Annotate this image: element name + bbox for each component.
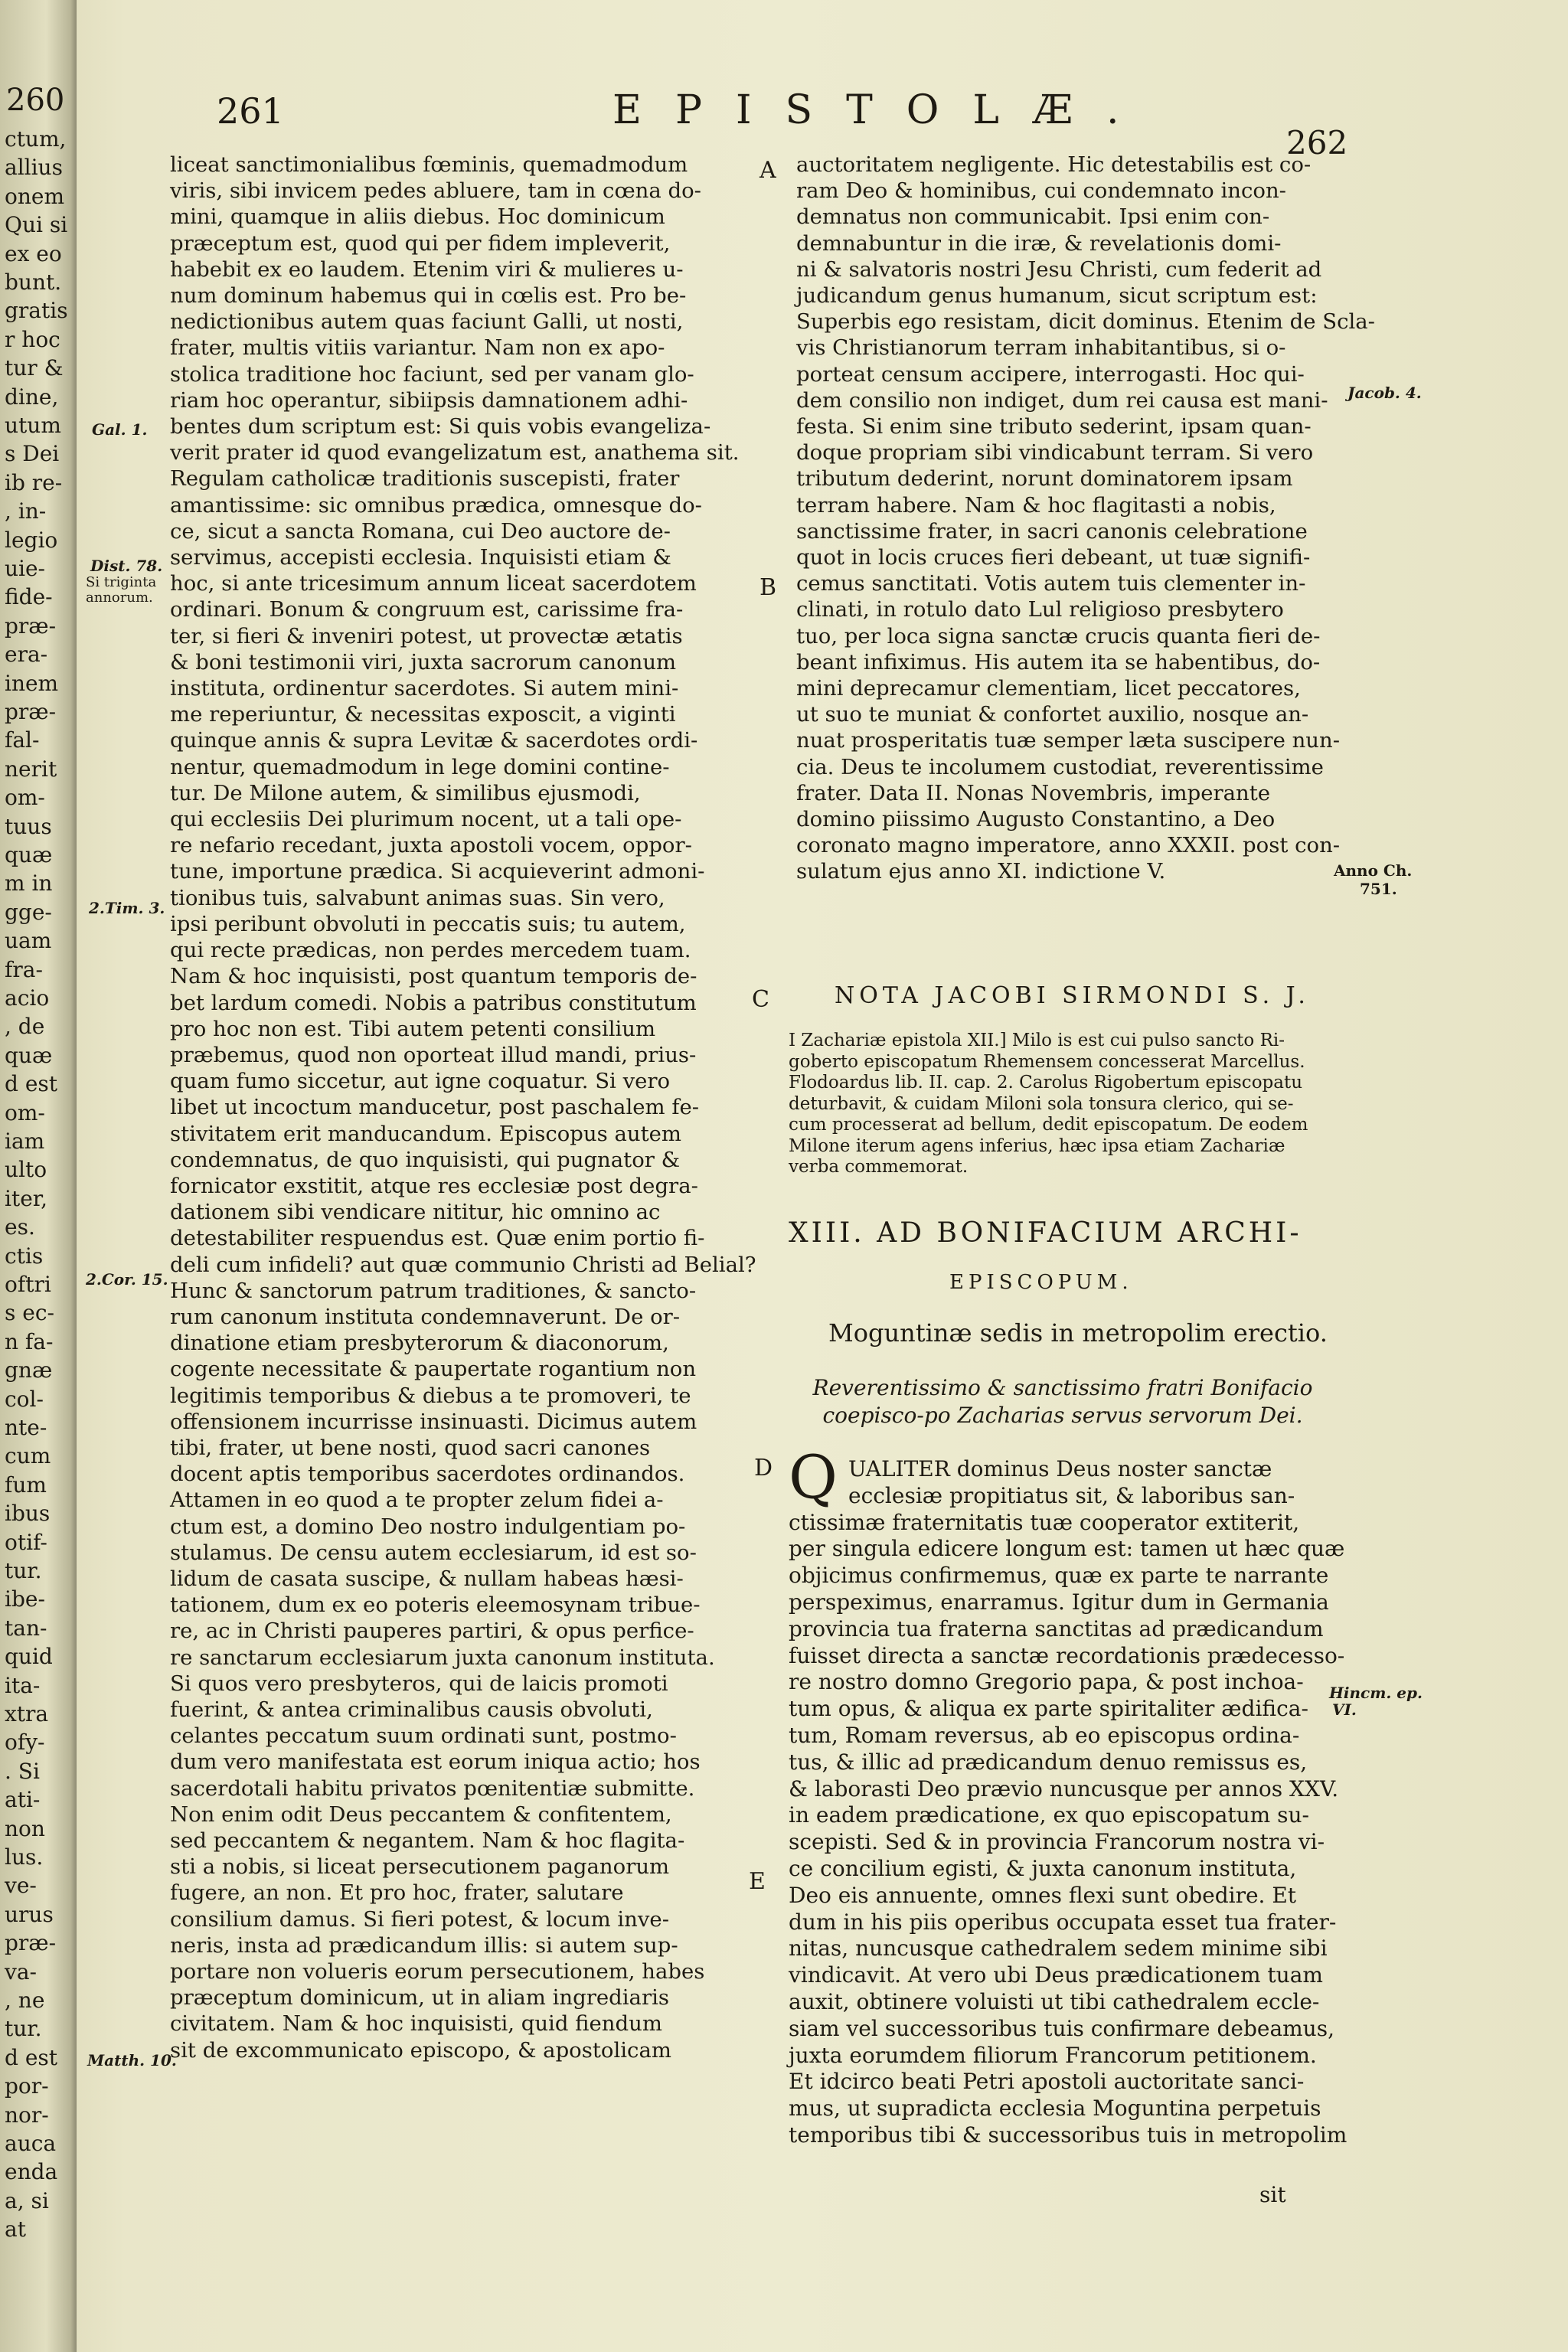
letter-line: tum, Romam reversus, ab eo episcopus ordina- bbox=[789, 1722, 1300, 1748]
text-line: stolica traditione hoc faciunt, sed per vanam glo- bbox=[170, 361, 694, 387]
previous-page-fragment: ib re- bbox=[5, 469, 63, 495]
text-line: offensionem incurrisse insinuasti. Dicimus autem bbox=[170, 1409, 697, 1434]
letter-line: dum in his piis operibus occupata esset tua frater- bbox=[789, 1909, 1337, 1935]
text-line: vis Christianorum terram inhabitantibus, si o- bbox=[796, 335, 1286, 361]
text-line: domino piissimo Augusto Constantino, a Deo bbox=[796, 807, 1276, 832]
letter-line: auxit, obtinere voluisti ut tibi cathedralem eccle- bbox=[789, 1988, 1320, 2014]
letter-line: objicimus confirmemus, quæ ex parte te narrante bbox=[789, 1563, 1329, 1589]
margin-note-jacob: Jacob. 4. bbox=[1348, 384, 1422, 402]
previous-page-fragment: uie- bbox=[5, 556, 46, 581]
catchword: sit bbox=[1259, 2182, 1286, 2207]
text-line: Non enim odit Deus peccantem & confitentem, bbox=[170, 1802, 672, 1827]
text-line: clinati, in rotulo dato Lul religioso presbytero bbox=[796, 597, 1284, 622]
text-line: amantissime: sic omnibus prædica, omnesque do- bbox=[170, 492, 702, 518]
letter-line: per singula edicere longum est: tamen ut hæc quæ bbox=[789, 1536, 1345, 1562]
previous-page-fragment: onem bbox=[5, 183, 65, 209]
drop-cap: Q bbox=[789, 1443, 838, 1512]
text-line: stulamus. De censu autem ecclesiarum, id est so- bbox=[170, 1540, 697, 1565]
text-line: qui recte prædicas, non perdes mercedem tuam. bbox=[170, 938, 691, 963]
previous-page-fragment: fra- bbox=[5, 956, 43, 982]
text-line: detestabiliter respuendus est. Quæ enim portio fi- bbox=[170, 1226, 705, 1251]
text-line: terram habere. Nam & hoc flagitasti a nobis, bbox=[796, 492, 1276, 518]
chapter-description: Moguntinæ sedis in metropolim erectio. bbox=[828, 1318, 1328, 1348]
chapter-subtitle: EPISCOPUM. bbox=[949, 1271, 1133, 1294]
margin-note-gal: Gal. 1. bbox=[92, 420, 148, 439]
note-line: Milone iterum agens inferius, hæc ipsa etiam Zachariæ bbox=[789, 1135, 1285, 1156]
previous-page-fragment: acio bbox=[5, 985, 50, 1011]
text-line: mini, quamque in aliis diebus. Hoc dominicum bbox=[170, 204, 665, 230]
previous-page-fragment: præ- bbox=[5, 699, 57, 724]
margin-note-cor: 2.Cor. 15. bbox=[86, 1270, 168, 1289]
note-line: deturbavit, & cuidam Miloni sola tonsura clerico, qui se- bbox=[789, 1093, 1294, 1114]
previous-page-fragment: ex eo bbox=[5, 240, 62, 266]
section-letter-d: D bbox=[754, 1455, 773, 1481]
text-line: sacerdotali habitu privatos pœnitentiæ submitte. bbox=[170, 1775, 695, 1801]
previous-page-fragment: bunt. bbox=[5, 270, 62, 295]
previous-page-fragment: gnæ bbox=[5, 1357, 53, 1383]
text-line: demnabuntur in die iræ, & revelationis domi- bbox=[796, 230, 1282, 256]
previous-page-fragment: tur. bbox=[5, 2016, 42, 2042]
text-line: cia. Deus te incolumem custodiat, reverentissime bbox=[796, 754, 1324, 779]
previous-page-fragment: col- bbox=[5, 1386, 44, 1412]
margin-note-tim: 2.Tim. 3. bbox=[89, 899, 165, 917]
previous-page-fragment: ve- bbox=[5, 1873, 37, 1899]
text-line: cogente necessitate & paupertate rogantium non bbox=[170, 1357, 697, 1382]
text-line: Si quos vero presbyteros, qui de laicis promoti bbox=[170, 1671, 668, 1696]
letter-line: re nostro domno Gregorio papa, & post inchoa- bbox=[789, 1669, 1304, 1695]
letter-line: vindicavit. At vero ubi Deus prædicationem tuam bbox=[789, 1962, 1323, 1988]
margin-note-hincm-2: VI. bbox=[1332, 1700, 1357, 1719]
text-line: tur. De Milone autem, & similibus ejusmodi, bbox=[170, 780, 641, 805]
text-line: demnatus non communicabit. Ipsi enim con- bbox=[796, 204, 1270, 230]
text-line: ordinari. Bonum & congruum est, carissime fra- bbox=[170, 597, 684, 622]
text-line: instituta, ordinentur sacerdotes. Si autem mini- bbox=[170, 676, 679, 701]
previous-page-fragment: , ne bbox=[5, 1988, 45, 2013]
text-line: & boni testimonii viri, juxta sacrorum canonum bbox=[170, 649, 677, 675]
text-line: porteat censum accipere, interrogasti. Hoc qui- bbox=[796, 361, 1305, 387]
previous-page-fragment: præ- bbox=[5, 1930, 57, 1956]
running-title: EPISTOLÆ. bbox=[612, 87, 1153, 133]
previous-page-fragment: præ- bbox=[5, 612, 57, 639]
chapter-title: XIII. AD BONIFACIUM ARCHI- bbox=[789, 1217, 1302, 1249]
chapter-address: Reverentissimo & sanctissimo fratri Bonifacio coepisco-po Zacharias servus servorum Dei. bbox=[812, 1375, 1313, 1428]
margin-note-dist-2: Si triginta bbox=[86, 574, 157, 590]
text-line: lidum de casata suscipe, & nullam habeas hæsi- bbox=[170, 1566, 684, 1591]
letter-line: tus, & illic ad prædicandum denuo remissus es, bbox=[789, 1749, 1308, 1775]
page-header bbox=[0, 87, 1568, 162]
previous-page-fragment: quæ bbox=[5, 842, 53, 867]
text-line: re nefario recedant, juxta apostoli vocem, oppor- bbox=[170, 833, 692, 858]
previous-page-fragment: cum bbox=[5, 1443, 51, 1469]
text-line: viris, sibi invicem pedes abluere, tam in cœna do- bbox=[170, 178, 701, 204]
letter-line: siam vel successoribus tuis confirmare debeamus, bbox=[789, 2015, 1334, 2041]
text-line: ni & salvatoris nostri Jesu Christi, cum federit ad bbox=[796, 256, 1322, 282]
text-line: nentur, quemadmodum in lege domini contine- bbox=[170, 754, 670, 779]
previous-page-fragment: auca bbox=[5, 2131, 57, 2156]
text-line: frater. Data II. Nonas Novembris, imperante bbox=[796, 780, 1271, 805]
text-line: quam fumo siccetur, aut igne coquatur. Si vero bbox=[170, 1069, 671, 1094]
text-line: Regulam catholicæ traditionis suscepisti, frater bbox=[170, 466, 680, 492]
previous-page-fragment: por- bbox=[5, 2073, 49, 2099]
section-letter-b: B bbox=[760, 574, 777, 601]
previous-page-fragment: a, si bbox=[5, 2187, 49, 2213]
previous-page-fragment: tur & bbox=[5, 355, 64, 381]
text-line: Nam & hoc inquisisti, post quantum temporis de- bbox=[170, 964, 697, 989]
text-line: auctoritatem negligente. Hic detestabilis est co- bbox=[796, 152, 1312, 177]
previous-page-fragment: , de bbox=[5, 1014, 45, 1040]
text-line: pro hoc non est. Tibi autem petenti consilium bbox=[170, 1016, 656, 1041]
previous-page-fragment: nerit bbox=[5, 756, 57, 782]
text-line: præbemus, quod non oporteat illud mandi, prius- bbox=[170, 1042, 697, 1067]
text-line: nedictionibus autem quas faciunt Galli, ut nosti, bbox=[170, 309, 684, 335]
previous-page-fragment: uam bbox=[5, 928, 52, 954]
section-letter-a: A bbox=[760, 157, 776, 184]
text-line: bentes dum scriptum est: Si quis vobis evangeliza- bbox=[170, 414, 711, 439]
text-line: quinque annis & supra Levitæ & sacerdotes ordi- bbox=[170, 728, 698, 753]
text-line: libet ut incoctum manducetur, post paschalem fe- bbox=[170, 1095, 700, 1120]
text-line: legitimis temporibus & diebus a te promoveri, te bbox=[170, 1383, 691, 1408]
letter-line: mus, ut supradicta ecclesia Moguntina perpetuis bbox=[789, 2096, 1321, 2122]
previous-page-fragment: non bbox=[5, 1815, 45, 1841]
previous-page-fragment: d est bbox=[5, 1071, 58, 1097]
previous-page-fragment: s ec- bbox=[5, 1300, 54, 1326]
text-line: liceat sanctimonialibus fœminis, quemadmodum bbox=[170, 152, 688, 177]
text-line: fugere, an non. Et pro hoc, frater, salutare bbox=[170, 1880, 624, 1906]
text-line: re, ac in Christi pauperes partiri, & opus perfice- bbox=[170, 1619, 694, 1644]
previous-page-fragment: gge- bbox=[5, 899, 52, 925]
text-line: ipsi peribunt obvoluti in peccatis suis; tu autem, bbox=[170, 911, 686, 936]
note-line: Flodoardus lib. II. cap. 2. Carolus Rigobertum episcopatu bbox=[789, 1073, 1303, 1093]
text-line: tationem, dum ex eo poteris eleemosynam tribue- bbox=[170, 1592, 701, 1618]
text-line: dum vero manifestata est eorum iniqua actio; hos bbox=[170, 1749, 701, 1775]
previous-page-fragment: . Si bbox=[5, 1758, 40, 1784]
previous-page-fragment: es. bbox=[5, 1214, 35, 1240]
text-line: docent aptis temporibus sacerdotes ordinandos. bbox=[170, 1462, 685, 1487]
text-line: præceptum dominicum, ut in aliam ingrediaris bbox=[170, 1985, 669, 2011]
text-line: tibi, frater, ut bene nosti, quod sacri canones bbox=[170, 1435, 651, 1460]
text-line: rum canonum instituta condemnaverunt. De or- bbox=[170, 1304, 681, 1329]
text-line: ctum est, a domino Deo nostro indulgentiam po- bbox=[170, 1514, 686, 1539]
previous-page-fragment: Qui si bbox=[5, 212, 68, 238]
margin-note-anno: Anno Ch. bbox=[1334, 861, 1413, 880]
letter-line: juxta eorumdem filiorum Francorum petitionem. bbox=[789, 2042, 1317, 2068]
previous-page-fragment: ulto bbox=[5, 1157, 47, 1183]
previous-page-fragment: at bbox=[5, 2216, 26, 2243]
text-line: doque propriam sibi vindicabunt terram. Si vero bbox=[796, 440, 1314, 466]
text-line: num dominum habemus qui in cœlis est. Pro be- bbox=[170, 283, 687, 309]
text-line: civitatem. Nam & hoc inquisisti, quid fiendum bbox=[170, 2011, 662, 2037]
letter-line: perspeximus, enarramus. Igitur dum in Germania bbox=[789, 1589, 1329, 1615]
previous-page-fragment: ctum, bbox=[5, 126, 67, 152]
text-line: Hunc & sanctorum patrum traditiones, & sancto- bbox=[170, 1278, 697, 1303]
letter-line: & laborasti Deo prævio nuncusque per annos XXV. bbox=[789, 1775, 1339, 1802]
text-line: Attamen in eo quod a te propter zelum fidei a- bbox=[170, 1488, 664, 1513]
previous-page-fragment: ibus bbox=[5, 1501, 51, 1527]
previous-page-fragment: nor- bbox=[5, 2102, 49, 2128]
text-line: re sanctarum ecclesiarum juxta canonum instituta. bbox=[170, 1645, 715, 1670]
previous-page-fragment: oftri bbox=[5, 1272, 51, 1297]
text-line: celantes peccatum suum ordinati sunt, postmo- bbox=[170, 1723, 677, 1749]
note-line: cum processerat ad bellum, dedit episcopatum. De eodem bbox=[789, 1115, 1308, 1135]
letter-line: ecclesiæ propitiatus sit, & laboribus san- bbox=[848, 1482, 1295, 1508]
text-line: stivitatem erit manducandum. Episcopus autem bbox=[170, 1121, 681, 1146]
note-line: verba commemorat. bbox=[789, 1157, 969, 1177]
text-line: fuerint, & antea criminalibus causis obvoluti, bbox=[170, 1697, 653, 1722]
previous-page-fragment: quæ bbox=[5, 1042, 53, 1068]
previous-page-fragment: lus. bbox=[5, 1844, 44, 1870]
text-line: mini deprecamur clementiam, licet peccatores, bbox=[796, 676, 1301, 701]
letter-line: UALITER dominus Deus noster sanctæ bbox=[848, 1456, 1272, 1481]
previous-page-fragment: ofy- bbox=[5, 1730, 45, 1756]
text-line: ter, si fieri & inveniri potest, ut provectæ ætatis bbox=[170, 623, 683, 648]
text-line: tune, importune prædica. Si acquieverint admoni- bbox=[170, 859, 705, 884]
letter-line: temporibus tibi & successoribus tuis in metropolim bbox=[789, 2122, 1348, 2148]
margin-note-matth: Matth. 10. bbox=[87, 2051, 177, 2069]
text-line: neris, insta ad prædicandum illis: si autem sup- bbox=[170, 1932, 678, 1958]
text-line: portare non volueris eorum persecutionem, habes bbox=[170, 1959, 705, 1984]
previous-page-fragment: dine, bbox=[5, 384, 59, 410]
text-line: verit prater id quod evangelizatum est, anathema sit. bbox=[170, 440, 740, 466]
margin-note-dist: Dist. 78. bbox=[90, 557, 163, 575]
text-line: præceptum est, quod qui per fidem impleverit, bbox=[170, 230, 671, 256]
letter-line: tum opus, & aliqua ex parte spiritaliter ædifica- bbox=[789, 1696, 1308, 1722]
previous-page-fragment: tan- bbox=[5, 1615, 47, 1641]
note-text bbox=[789, 1031, 1340, 1178]
text-line: festa. Si enim sine tributo sederint, ipsam quan- bbox=[796, 414, 1312, 439]
text-line: servimus, accepisti ecclesia. Inquisisti etiam & bbox=[170, 545, 671, 570]
previous-page-fragment: allius bbox=[5, 155, 63, 181]
letter-line: scepisti. Sed & in provincia Francorum nostra vi- bbox=[789, 1829, 1325, 1855]
text-line: qui ecclesiis Dei plurimum nocent, ut a tali ope- bbox=[170, 807, 682, 832]
previous-page-edge bbox=[0, 0, 77, 2352]
previous-page-fragment: va- bbox=[5, 1958, 37, 1984]
previous-page-fragment: ctis bbox=[5, 1243, 44, 1269]
text-line: cemus sanctitati. Votis autem tuis clementer in- bbox=[796, 571, 1306, 596]
previous-page-fragment: om- bbox=[5, 785, 45, 811]
section-letter-e: E bbox=[749, 1868, 766, 1895]
previous-page-fragment: urus bbox=[5, 1901, 54, 1927]
left-page-number: 261 bbox=[217, 90, 284, 132]
previous-page-fragment: om- bbox=[5, 1099, 45, 1125]
text-line: consilium damus. Si fieri potest, & locum inve- bbox=[170, 1906, 669, 1932]
text-line: Superbis ego resistam, dicit dominus. Etenim de Scla- bbox=[796, 309, 1375, 335]
text-line: dinatione etiam presbyterorum & diaconorum, bbox=[170, 1331, 669, 1356]
previous-page-fragment: xtra bbox=[5, 1701, 49, 1726]
text-line: ram Deo & hominibus, cui condemnato incon- bbox=[796, 178, 1286, 204]
text-line: dem consilio non indiget, dum rei causa est mani- bbox=[796, 387, 1328, 413]
margin-note-dist-3: annorum. bbox=[86, 590, 153, 606]
text-line: tionibus tuis, salvabunt animas suas. Sin vero, bbox=[170, 885, 665, 910]
letter-line: fuisset directa a sanctæ recordationis prædecesso- bbox=[789, 1642, 1345, 1668]
margin-note-hincm: Hincm. ep. bbox=[1329, 1684, 1423, 1702]
previous-page-fragment: r hoc bbox=[5, 326, 60, 352]
previous-page-fragment: utum bbox=[5, 413, 61, 438]
text-line: sanctissime frater, in sacri canonis celebratione bbox=[796, 518, 1308, 544]
text-line: nuat prosperitatis tuæ semper læta suscipere nun- bbox=[796, 728, 1341, 753]
letter-line: Deo eis annuente, omnes flexi sunt obedire. Et bbox=[789, 1882, 1297, 1908]
previous-page-fragment: ita- bbox=[5, 1672, 41, 1698]
previous-page-fragment: fal- bbox=[5, 727, 40, 753]
previous-page-fragment: ibe- bbox=[5, 1586, 45, 1612]
note-heading: NOTA JACOBI SIRMONDI S. J. bbox=[835, 982, 1310, 1009]
previous-page-fragment: enda bbox=[5, 2159, 58, 2185]
left-column-text bbox=[170, 152, 756, 2063]
text-line: coronato magno imperatore, anno XXXII. post con- bbox=[796, 833, 1341, 858]
letter-line: ce concilium egisti, & juxta canonum instituta, bbox=[789, 1855, 1297, 1881]
text-line: condemnatus, de quo inquisisti, qui pugnator & bbox=[170, 1147, 681, 1172]
letter-line: in eadem prædicatione, ex quo episcopatum su- bbox=[789, 1802, 1309, 1828]
previous-page-fragment: ati- bbox=[5, 1787, 41, 1813]
text-line: sit de excommunicato episcopo, & apostolicam bbox=[170, 2037, 671, 2063]
letter-line: nitas, nuncusque cathedralem sedem minime sibi bbox=[789, 1936, 1328, 1962]
letter-line: provincia tua fraterna sanctitas ad prædicandum bbox=[789, 1615, 1324, 1642]
previous-page-fragment: tur. bbox=[5, 1558, 42, 1583]
previous-page-fragment: quid bbox=[5, 1644, 53, 1670]
previous-page-fragment: d est bbox=[5, 2044, 58, 2070]
text-line: bet lardum comedi. Nobis a patribus constitutum bbox=[170, 990, 697, 1015]
note-line: goberto episcopatum Rhemensem concesserat Marcellus. bbox=[789, 1051, 1305, 1072]
previous-page-fragment: , in- bbox=[5, 498, 47, 524]
text-line: sulatum ejus anno XI. indictione V. bbox=[796, 859, 1166, 884]
previous-page-fragment: n fa- bbox=[5, 1328, 54, 1354]
text-line: sed peccantem & negantem. Nam & hoc flagita- bbox=[170, 1828, 685, 1853]
previous-page-fragment: gratis bbox=[5, 298, 68, 324]
text-line: deli cum infideli? aut quæ communio Christi ad Belial? bbox=[170, 1252, 756, 1277]
note-line: I Zachariæ epistola XII.] Milo is est cui pulso sancto Ri- bbox=[789, 1031, 1285, 1050]
text-line: quot in locis cruces fieri debeant, ut tuæ signifi- bbox=[796, 545, 1311, 570]
text-line: ut suo te muniat & confortet auxilio, nosque an- bbox=[796, 702, 1309, 727]
text-line: frater, multis vitiis variantur. Nam non ex apo- bbox=[170, 335, 665, 361]
text-line: fornicator exstitit, atque res ecclesiæ post degra- bbox=[170, 1173, 698, 1198]
previous-page-fragment: otif- bbox=[5, 1529, 47, 1555]
text-line: riam hoc operantur, sibiipsis damnationem adhi- bbox=[170, 387, 688, 413]
previous-page-fragment: m in bbox=[5, 871, 53, 897]
previous-page-fragment: era- bbox=[5, 642, 48, 668]
text-line: habebit ex eo laudem. Etenim viri & mulieres u- bbox=[170, 256, 684, 282]
letter-line: ctissimæ fraternitatis tuæ cooperator extiterit, bbox=[789, 1509, 1300, 1535]
previous-page-fragment: legio bbox=[5, 527, 58, 553]
right-page-number: 262 bbox=[1286, 124, 1348, 162]
text-line: dationem sibi vendicare nititur, hic omnino ac bbox=[170, 1200, 661, 1225]
previous-page-fragment: iam bbox=[5, 1129, 45, 1154]
text-line: tuo, per loca signa sanctæ crucis quanta fieri de- bbox=[796, 623, 1321, 648]
previous-page-fragment: fum bbox=[5, 1472, 47, 1498]
previous-page-number: 260 bbox=[6, 83, 65, 118]
previous-page-fragment: nte- bbox=[5, 1415, 47, 1440]
text-line: judicandum genus humanum, sicut scriptum est: bbox=[796, 283, 1318, 309]
previous-page-fragment: tuus bbox=[5, 813, 52, 839]
text-line: me reperiuntur, & necessitas exposcit, a viginti bbox=[170, 702, 676, 727]
margin-note-anno-year: 751. bbox=[1360, 880, 1397, 898]
previous-page-fragment: inem bbox=[5, 670, 59, 696]
text-line: ce, sicut a sancta Romana, cui Deo auctore de- bbox=[170, 518, 671, 544]
text-line: sti a nobis, si liceat persecutionem paganorum bbox=[170, 1854, 670, 1880]
text-line: hoc, si ante tricesimum annum liceat sacerdotem bbox=[170, 571, 697, 596]
previous-page-fragment: iter, bbox=[5, 1185, 47, 1211]
letter-line: Et idcirco beati Petri apostoli auctoritate sanci- bbox=[789, 2069, 1305, 2095]
section-letter-c: C bbox=[752, 986, 769, 1013]
previous-page-fragment: fide- bbox=[5, 584, 53, 610]
previous-page-fragment: s Dei bbox=[5, 441, 60, 467]
text-line: beant infiximus. His autem ita se habentibus, do- bbox=[796, 649, 1321, 675]
text-line: tributum dederint, norunt dominatorem ipsam bbox=[796, 466, 1293, 492]
letter-text bbox=[789, 1456, 1348, 2149]
